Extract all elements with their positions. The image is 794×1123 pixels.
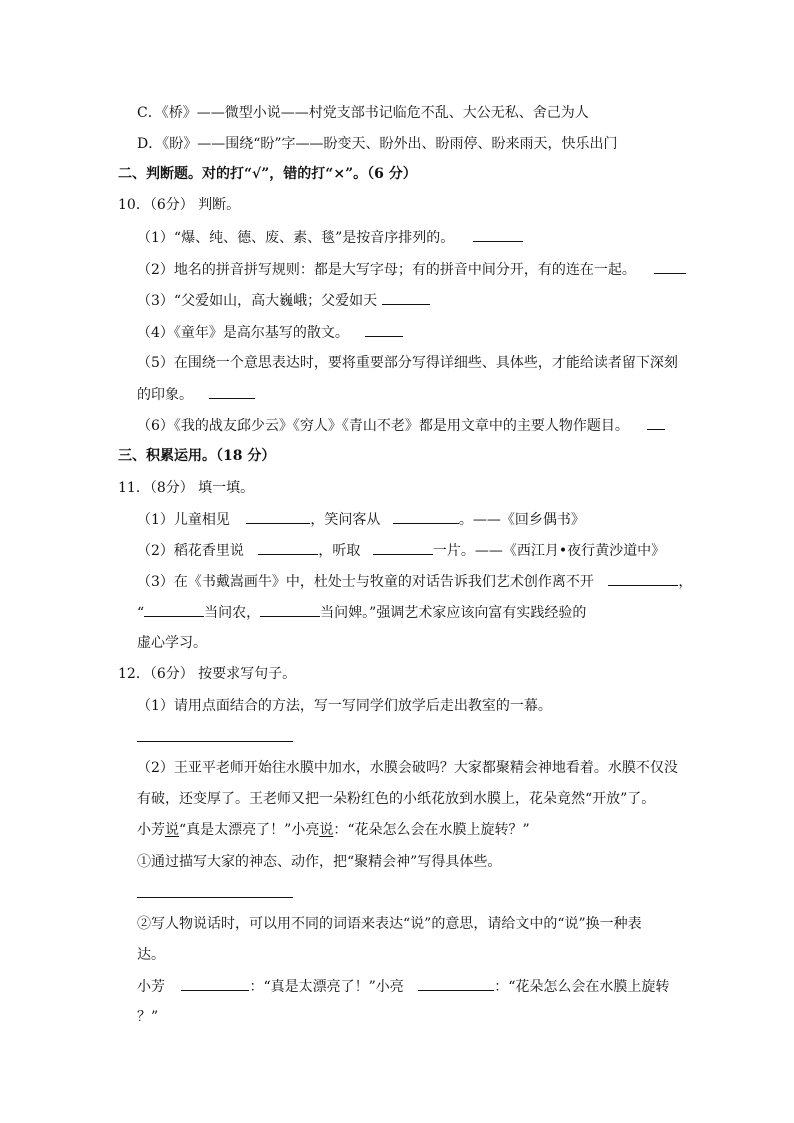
answer-blank[interactable]	[144, 602, 204, 617]
fill-text: 小芳	[137, 822, 165, 838]
fill-item-3-end: 虚心学习。	[137, 635, 207, 651]
write-sub-1: ①通过描写大家的神态、动作，把“聚精会神”写得具体些。	[137, 854, 502, 870]
judge-item-2-text: （2）地名的拼音拼写规则：都是大写字母；有的拼音中间分开，有的连在一起。	[137, 262, 636, 278]
answer-blank[interactable]	[246, 509, 310, 524]
fill-text: 当问农，	[204, 605, 261, 621]
fill-text: 一片。——《西江月•夜行黄沙道中》	[432, 543, 666, 559]
judge-item-2	[137, 259, 686, 280]
judge-item-6	[137, 415, 665, 436]
answer-line[interactable]	[137, 897, 293, 898]
option-c: C．《桥》——微型小说——村党支部书记临危不乱、大公无私、舍己为人	[137, 105, 589, 121]
underlined-say: 说	[319, 822, 334, 838]
answer-blank[interactable]	[608, 571, 678, 586]
write-item-2-line-2: 有破，还变厚了。王老师又把一朵粉红色的小纸花放到水膜上，花朵竟然“开放”了。	[137, 791, 656, 807]
judge-item-5-cont	[137, 384, 255, 405]
judge-item-1-text: （1）“爆、纯、德、废、素、毯”是按音序排列的。	[137, 230, 455, 246]
answer-blank[interactable]	[418, 976, 494, 991]
judge-item-4	[137, 322, 403, 343]
fill-text: ：“花朵怎么会在水膜上旋转？”	[333, 822, 530, 838]
judge-item-1	[137, 227, 523, 248]
fill-text: ，笑问客从	[310, 512, 381, 528]
write-item-1: （1）请用点面结合的方法，写一写同学们放学后走出教室的一幕。	[137, 698, 552, 714]
judge-item-6-text: （6）《我的战友邱少云》《穷人》《青山不老》都是用文章中的主要人物作题目。	[137, 418, 629, 434]
answer-blank[interactable]	[373, 540, 433, 555]
section-3-heading: 三、积累运用。（18 分）	[118, 448, 276, 464]
fill-text: （3）在《书戴嵩画牛》中，杜处士与牧童的对话告诉我们艺术创作离不开	[137, 574, 594, 590]
fill-text: “真是太漂亮了！”小亮	[179, 822, 320, 838]
fill-text: 。——《回乡偶书》	[458, 512, 585, 528]
judge-item-5-cont-text: 的印象。	[137, 387, 193, 403]
write-sub-2-line-1: ②写人物说话时，可以用不同的词语来表达“说”的意思，请给文中的“说”换一种表	[137, 916, 642, 932]
write-sub-2-end: ？”	[137, 1009, 159, 1025]
answer-line[interactable]	[137, 741, 293, 742]
answer-blank[interactable]	[365, 322, 403, 337]
question-12-title: 12．（6分） 按要求写句子。	[118, 666, 297, 682]
answer-blank[interactable]	[654, 259, 686, 274]
judge-item-3-text: （3）“父爱如山，高大巍峨；父爱如天	[137, 293, 378, 309]
fill-text: ，听取	[318, 543, 361, 559]
fill-item-1	[137, 509, 585, 530]
fill-text: ，	[678, 574, 693, 590]
fill-text: ：“真是太漂亮了！”小亮	[249, 979, 404, 995]
write-item-2-line-1: （2）王亚平老师开始往水膜中加水，水膜会破吗？大家都聚精会神地看着。水膜不仅没	[137, 760, 678, 776]
section-2-heading: 二、判断题。对的打“√”，错的打“×”。（6 分）	[118, 166, 417, 182]
underlined-say: 说	[165, 822, 179, 838]
write-sub-2-line-2: 达。	[137, 947, 165, 963]
answer-blank[interactable]	[382, 290, 430, 305]
fill-item-3-cont	[137, 602, 586, 623]
option-d: D．《盼》——围绕“盼”字——盼变天、盼外出、盼雨停、盼来雨天，快乐出门	[137, 136, 618, 152]
answer-blank[interactable]	[209, 384, 255, 399]
fill-text: 当问婢。”强调艺术家应该向富有实践经验的	[320, 605, 587, 621]
write-sub-2-answers	[137, 976, 669, 997]
answer-blank[interactable]	[258, 540, 318, 555]
write-item-2-line-3	[137, 820, 530, 840]
fill-item-2	[137, 540, 665, 561]
answer-blank[interactable]	[260, 602, 320, 617]
judge-item-4-text: （4）《童年》是高尔基写的散文。	[137, 325, 349, 341]
fill-text: 小芳	[137, 979, 165, 995]
answer-blank[interactable]	[393, 509, 459, 524]
judge-item-3	[137, 290, 430, 311]
judge-item-5: （5）在围绕一个意思表达时，要将重要部分写得详细些、具体些，才能给读者留下深刻	[137, 355, 678, 371]
fill-item-3	[137, 571, 692, 592]
answer-blank[interactable]	[647, 415, 665, 430]
fill-text: ：“花朵怎么会在水膜上旋转	[494, 979, 670, 995]
fill-text: “	[137, 605, 145, 621]
question-11-title: 11．（8分） 填一填。	[118, 480, 255, 496]
question-10-title: 10．（6分） 判断。	[118, 197, 241, 213]
fill-text: （1）儿童相见	[137, 512, 230, 528]
fill-text: （2）稻花香里说	[137, 543, 244, 559]
answer-blank[interactable]	[473, 227, 523, 242]
answer-blank[interactable]	[181, 976, 249, 991]
